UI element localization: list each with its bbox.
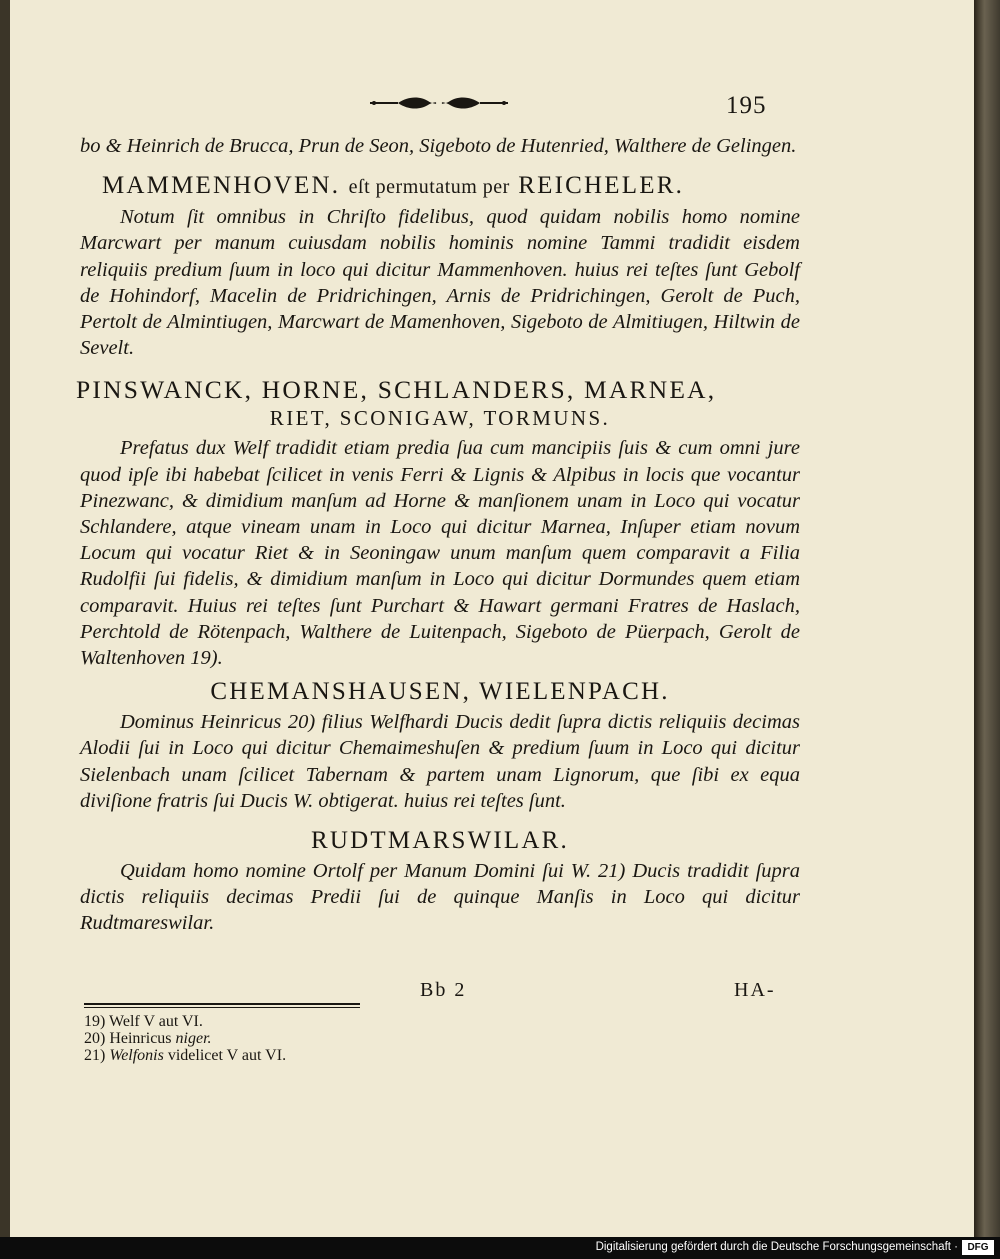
footnote-number: 21) — [84, 1047, 106, 1064]
footnote-19 — [84, 1013, 286, 1030]
heading-tail: REICHELER. — [518, 172, 685, 200]
continuation-paragraph: bo & Heinrich de Brucca, Prun de Seon, Sigeboto de Hutenried, Walthere de Gelingen. — [80, 135, 797, 157]
paragraph-mammenhoven: Notum ſit omnibus in Chriſto fidelibus, quod quidam nobilis homo nomine Marcwart per manum cuiusdam nobilis hominis nomine Tammi tradidit eisdem reliquiis predium ſuum in loco qui dicitur Mammenhoven. huius rei teſtes ſunt Gebolf de Hohindorf, Macelin de Pridrichingen, Arnis de Pridrichingen, Gerolt de Puch, Pertolt de Almintiugen, Marcwart de Mamenhoven, Sigeboto de Almitiugen, Hiltwin de Sevelt. — [80, 206, 800, 360]
section-heading-mammenhoven — [102, 171, 800, 202]
dfg-credit-text: Digitalisierung gefördert durch die Deutsche Forschungsgemeinschaft · — [595, 1241, 958, 1253]
paragraph-rudtmarswilar: Quidam homo nomine Ortolf per Manum Domini ſui W. 21) Ducis tradidit ſupra dictis reliquiis decimas Predii ſui de quinque Manſis in Loco qui dicitur Rudtmareswilar. — [80, 860, 800, 935]
footnote-20 — [84, 1030, 286, 1047]
section-heading-rudtmarswilar: RUDTMARSWILAR. — [311, 827, 569, 855]
section-heading-chemanshausen: CHEMANSHAUSEN, WIELENPACH. — [210, 678, 670, 706]
page-edge — [974, 0, 1000, 1237]
page-number: 195 — [726, 92, 767, 119]
heading-mid: eſt permutatum per — [348, 176, 510, 199]
footnote-number: 20) — [84, 1030, 106, 1047]
heading-main: MAMMENHOVEN. — [102, 172, 341, 200]
digitization-footer — [0, 1237, 1000, 1259]
footnote-italic: Welfonis — [109, 1047, 164, 1064]
paragraph-pinswanck: Prefatus dux Welf tradidit etiam predia ſua cum mancipiis ſuis & cum omni jure quod ipſe ibi habebat ſcilicet in venis Ferri & Lignis & Alpibus in locis que vocantur Pinezwanc, & dimidium manſum ad Horne & manſionem unam in Loco qui vocatur Schlandere, atque vineam unam in Loco qui dicitur Marnea, Inſuper etiam novum Locum qui vocatur Riet & in Seoningaw unum manſum quem comparavit a Filia Rudolfii ſui fidelis, & dimidium manſum in Loco qui dicitur Dormundes quem etiam comparavit. Huius rei teſtes ſunt Purchart & Hawart germani Fratres de Haslach, Perchtold de Rötenpach, Walthere de Luitenpach, Sigeboto de Püerpach, Gerolt de Waltenhoven 19). — [80, 437, 800, 670]
page-header — [0, 92, 1000, 122]
section-heading-pinswanck: PINSWANCK, HORNE, SCHLANDERS, MARNEA, — [76, 375, 717, 405]
footnote-rule-thin — [84, 1007, 360, 1008]
footnote-text: videlicet V aut VI. — [163, 1047, 287, 1064]
signature-mark: Bb 2 — [420, 979, 467, 1001]
section-subheading-riet: RIET, SCONIGAW, TORMUNS. — [269, 406, 611, 431]
footnote-text: Heinricus — [109, 1030, 176, 1047]
footnote-21 — [84, 1047, 286, 1064]
footnote-number: 19) — [84, 1013, 106, 1030]
footnote-text: Welf V aut VI. — [109, 1013, 203, 1030]
book-spine-shadow — [0, 0, 10, 1237]
dfg-logo-icon: DFG — [962, 1240, 994, 1255]
footnotes — [84, 1013, 286, 1064]
catchword: HA- — [734, 979, 776, 1001]
main-text — [76, 133, 800, 937]
paragraph-chemanshausen: Dominus Heinricus 20) filius Welfhardi Ducis dedit ſupra dictis reliquiis decimas Alodii ſui in Loco qui dicitur Chemaimeshuſen & predium ſuum in Loco qui dicitur Sielenbach unam ſcilicet Tabernam & partem unam Lignorum, que ſibi ex equa diviſione fratris ſui Ducis W. obtigerat. huius rei teſtes ſunt. — [80, 711, 800, 812]
footnote-rule — [84, 1003, 360, 1005]
header-ornament-icon — [368, 96, 510, 110]
footnote-italic: niger. — [175, 1030, 212, 1047]
